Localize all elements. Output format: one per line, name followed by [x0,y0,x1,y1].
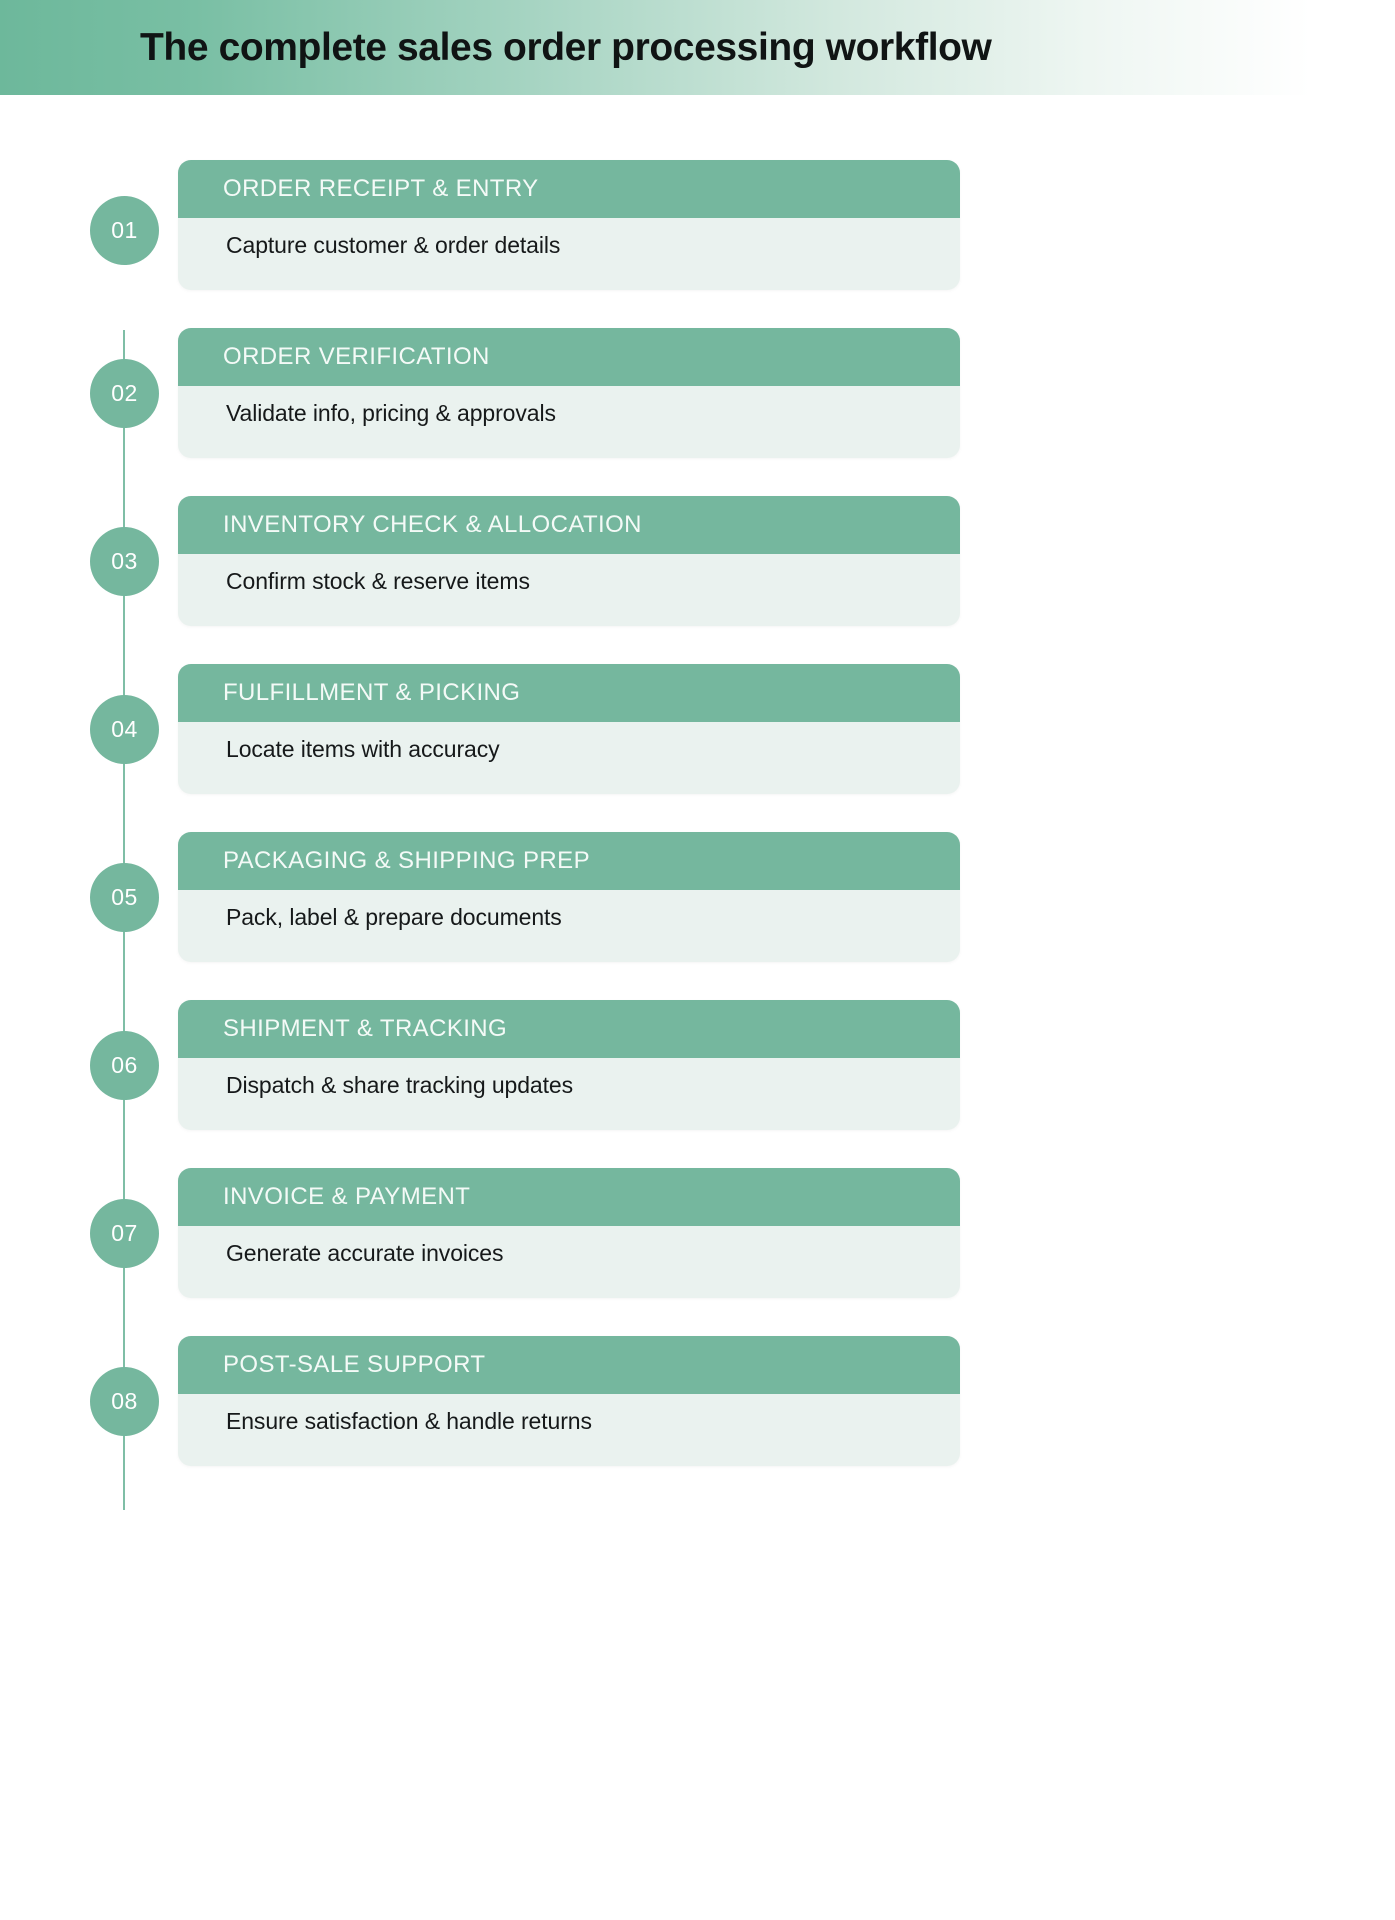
step-card-body [178,722,960,794]
step-card[interactable] [178,1336,960,1466]
timeline-step[interactable] [0,832,1395,962]
step-card[interactable] [178,496,960,626]
step-title: ORDER VERIFICATION [223,343,490,370]
step-number-badge [90,359,159,428]
step-number-label: 05 [111,884,138,910]
step-title: ORDER RECEIPT & ENTRY [223,175,539,202]
step-title: SHIPMENT & TRACKING [223,1015,508,1042]
step-card[interactable] [178,832,960,962]
timeline-step[interactable] [0,664,1395,794]
step-description: Generate accurate invoices [226,1240,504,1266]
step-title: PACKAGING & SHIPPING PREP [223,847,590,874]
step-card-header [178,832,960,890]
step-title: FULFILLMENT & PICKING [223,679,521,706]
step-number-label: 01 [111,217,138,243]
step-description: Ensure satisfaction & handle returns [226,1408,592,1434]
step-card-body [178,890,960,962]
timeline-step[interactable] [0,1336,1395,1466]
step-card[interactable] [178,328,960,458]
timeline-step[interactable] [0,160,1395,290]
step-card-body [178,1058,960,1130]
step-description: Dispatch & share tracking updates [226,1072,574,1098]
step-description: Pack, label & prepare documents [226,904,562,930]
step-card-header [178,1000,960,1058]
step-card[interactable] [178,1000,960,1130]
step-number-label: 02 [111,380,138,406]
step-number-label: 04 [111,716,138,742]
step-card-header [178,328,960,386]
step-title: INVENTORY CHECK & ALLOCATION [223,511,642,538]
step-title: INVOICE & PAYMENT [223,1183,471,1210]
step-card-body [178,554,960,626]
step-card[interactable] [178,160,960,290]
step-card-body [178,1226,960,1298]
step-description: Confirm stock & reserve items [226,568,530,594]
step-card-body [178,218,960,290]
step-card-header [178,664,960,722]
step-number-label: 08 [111,1388,138,1414]
step-title: POST-SALE SUPPORT [223,1351,486,1378]
step-number-badge [90,863,159,932]
workflow-timeline [0,95,1395,1920]
step-number-label: 03 [111,548,138,574]
timeline-step[interactable] [0,1168,1395,1298]
step-number-badge [90,527,159,596]
timeline-step[interactable] [0,1000,1395,1130]
step-card-header [178,160,960,218]
timeline-step[interactable] [0,496,1395,626]
step-number-badge [90,1031,159,1100]
step-card-header [178,496,960,554]
step-number-badge [90,196,159,265]
step-card-header [178,1336,960,1394]
step-number-badge [90,1199,159,1268]
page-title: The complete sales order processing workflow [140,25,992,69]
step-card-body [178,386,960,458]
timeline-step[interactable] [0,328,1395,458]
step-number-label: 06 [111,1052,138,1078]
step-number-badge [90,695,159,764]
step-description: Validate info, pricing & approvals [226,400,556,426]
step-card-body [178,1394,960,1466]
step-card-header [178,1168,960,1226]
page-header [0,0,1395,95]
step-card[interactable] [178,664,960,794]
step-description: Capture customer & order details [226,232,561,258]
step-description: Locate items with accuracy [226,736,500,762]
step-card[interactable] [178,1168,960,1298]
step-number-badge [90,1367,159,1436]
step-number-label: 07 [111,1220,138,1246]
